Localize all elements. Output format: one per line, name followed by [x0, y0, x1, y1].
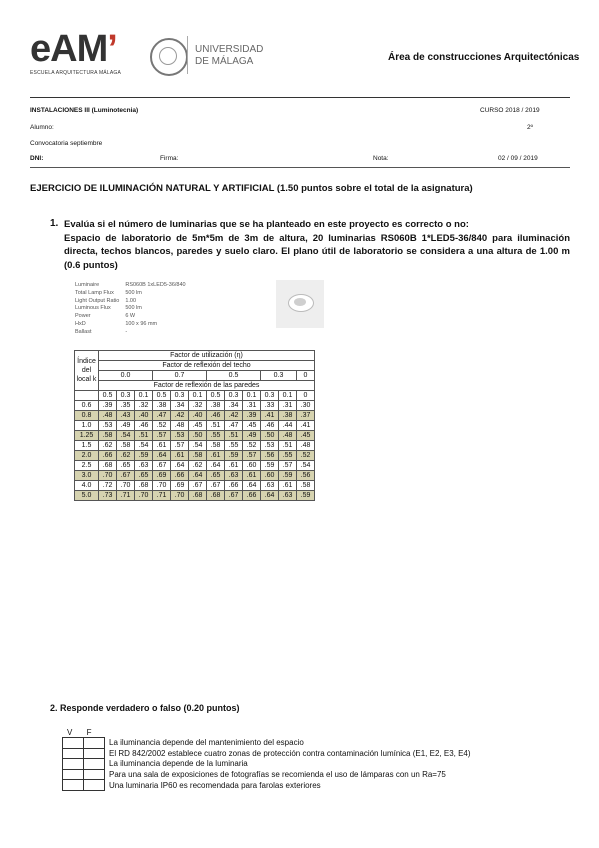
- fu-cell: .42: [225, 411, 243, 421]
- fu-cell: .59: [297, 491, 315, 501]
- ceiling-value: 0.5: [207, 371, 261, 381]
- k-index-value: 5.0: [75, 491, 99, 501]
- statement-text: La iluminancia depende del mantenimiento del espacio: [109, 738, 304, 748]
- statement-text: Para una sala de exposiciones de fotografías se recomienda el uso de lámparas con un Ra=75: [109, 770, 446, 780]
- fu-cell: .62: [99, 441, 117, 451]
- luminaire-spec: [75, 282, 192, 337]
- ceiling-value: 0.7: [153, 371, 207, 381]
- false-checkbox[interactable]: [84, 738, 105, 749]
- fu-row: [75, 491, 315, 501]
- k-index-value: 0.6: [75, 401, 99, 411]
- fu-cell: .35: [117, 401, 135, 411]
- k-index-value: 1.5: [75, 441, 99, 451]
- fu-cell: .47: [225, 421, 243, 431]
- spec-row: [75, 282, 192, 290]
- fu-cell: .38: [153, 401, 171, 411]
- fu-cell: .54: [117, 431, 135, 441]
- fu-cell: .31: [243, 401, 261, 411]
- university-seal-icon: [150, 38, 188, 76]
- fu-cell: .64: [171, 461, 189, 471]
- fu-cell: .70: [171, 491, 189, 501]
- fu-cell: .64: [261, 491, 279, 501]
- fu-cell: .61: [243, 471, 261, 481]
- fu-cell: .61: [207, 451, 225, 461]
- fu-cell: .47: [153, 411, 171, 421]
- fu-cell: .61: [153, 441, 171, 451]
- fu-cell: .46: [135, 421, 153, 431]
- spec-row: [75, 298, 192, 306]
- spec-key: Luminaire: [75, 282, 100, 288]
- fu-cell: .63: [135, 461, 153, 471]
- student-label: Alumno:: [30, 124, 54, 131]
- fu-cell: .55: [207, 431, 225, 441]
- spec-row: [75, 321, 192, 329]
- k-index-value: 1.25: [75, 431, 99, 441]
- wall-value: 0.1: [279, 391, 297, 401]
- fu-cell: .51: [135, 431, 153, 441]
- exam-date: 02 / 09 / 2019: [498, 155, 538, 162]
- fu-cell: .64: [243, 481, 261, 491]
- fu-cell: .57: [153, 431, 171, 441]
- fu-cell: .48: [171, 421, 189, 431]
- fu-cell: .37: [297, 411, 315, 421]
- fu-cell: .50: [261, 431, 279, 441]
- fu-cell: .63: [225, 471, 243, 481]
- ceiling-value: 0.0: [99, 371, 153, 381]
- tf-row: [63, 780, 472, 791]
- utilization-factor-table: [74, 350, 315, 501]
- fu-cell: .41: [297, 421, 315, 431]
- fu-cell: .54: [297, 461, 315, 471]
- fu-row: [75, 431, 315, 441]
- eam-logo-subtitle: ESCUELA ARQUITECTURA MÁLAGA: [30, 70, 121, 76]
- fu-cell: .46: [261, 421, 279, 431]
- wall-value: 0.3: [171, 391, 189, 401]
- fu-cell: .71: [153, 491, 171, 501]
- fu-cell: .46: [207, 411, 225, 421]
- fu-cell: .68: [207, 491, 225, 501]
- true-false-header: [67, 728, 91, 737]
- fu-row: [75, 401, 315, 411]
- fu-cell: .66: [99, 451, 117, 461]
- fu-cell: .64: [153, 451, 171, 461]
- fu-cell: .33: [261, 401, 279, 411]
- spec-key: Power: [75, 313, 91, 320]
- spec-key: Luminous Flux: [75, 305, 111, 312]
- q1-line-2: Espacio de laboratorio de 5m*5m de 3m de altura, 20 luminarias RS060B 1*LED5-36/840 para iluminación directa, techos blancos, paredes y suelo claro. El plano útil de laboratorio se considera a una altura de 1.00 m (0.6 puntos): [64, 232, 570, 271]
- fu-cell: .67: [189, 481, 207, 491]
- k-index-value: 2.0: [75, 451, 99, 461]
- fu-cell: .67: [225, 491, 243, 501]
- fu-cell: .40: [189, 411, 207, 421]
- fu-cell: .40: [135, 411, 153, 421]
- k-index-value: 2.5: [75, 461, 99, 471]
- k-index-header: Índice del local k: [75, 351, 99, 391]
- false-checkbox[interactable]: [84, 769, 105, 780]
- exercise-title: EJERCICIO DE ILUMINACIÓN NATURAL Y ARTIFICIAL (1.50 puntos sobre el total de la asignatura): [30, 183, 473, 194]
- true-checkbox[interactable]: [63, 748, 84, 759]
- eam-logo-text: eAM: [30, 28, 108, 70]
- spec-value: 500 lm: [125, 289, 142, 296]
- fu-cell: .34: [171, 401, 189, 411]
- fu-cell: .30: [297, 401, 315, 411]
- fu-cell: .70: [135, 491, 153, 501]
- spec-key: Ballast: [75, 328, 92, 335]
- fu-cell: .48: [297, 441, 315, 451]
- university-line-1: UNIVERSIDAD: [195, 44, 264, 55]
- department-area: Área de construcciones Arquitectónicas: [388, 52, 580, 63]
- k-index-value: 4.0: [75, 481, 99, 491]
- fu-cell: .70: [117, 481, 135, 491]
- fu-cell: .51: [207, 421, 225, 431]
- fu-cell: .58: [189, 451, 207, 461]
- course-name: INSTALACIONES III (Luminotecnia): [30, 107, 139, 114]
- fu-cell: .38: [279, 411, 297, 421]
- fu-row: [75, 471, 315, 481]
- k-corner: [75, 391, 99, 401]
- fu-cell: .45: [189, 421, 207, 431]
- fu-cell: .58: [207, 441, 225, 451]
- course-year: CURSO 2018 / 2019: [480, 107, 540, 114]
- fu-cell: .57: [279, 461, 297, 471]
- fu-cell: .66: [243, 491, 261, 501]
- tf-row: [63, 759, 472, 770]
- fu-row: [75, 461, 315, 471]
- fu-cell: .62: [117, 451, 135, 461]
- statement-text: La iluminancia depende de la luminaria: [109, 759, 248, 769]
- fu-cell: .72: [99, 481, 117, 491]
- fu-cell: .65: [207, 471, 225, 481]
- fu-cell: .51: [279, 441, 297, 451]
- statement-text: Una luminaria IP60 es recomendada para farolas exteriores: [109, 780, 321, 790]
- k-index-value: 0.8: [75, 411, 99, 421]
- logo-divider: [187, 36, 188, 74]
- fu-row: [75, 481, 315, 491]
- nota-label: Nota:: [373, 155, 389, 162]
- fu-cell: .53: [261, 441, 279, 451]
- fu-cell: .45: [243, 421, 261, 431]
- ceiling-value: 0.3: [261, 371, 297, 381]
- fu-cell: .39: [99, 401, 117, 411]
- fu-cell: .61: [171, 451, 189, 461]
- wall-value: 0.5: [207, 391, 225, 401]
- statement-text: El RD 842/2002 establece cuatro zonas de protección contra contaminación lumínica (E1, E2, E3, E4): [109, 748, 471, 758]
- fu-cell: .67: [117, 471, 135, 481]
- spec-key: Total Lamp Flux: [75, 289, 114, 296]
- spec-value: 1.00: [125, 297, 137, 304]
- true-header: V: [67, 728, 73, 737]
- spec-value: 6 W: [125, 313, 136, 320]
- fu-cell: .64: [207, 461, 225, 471]
- fu-cell: .49: [117, 421, 135, 431]
- wall-value: 0.3: [225, 391, 243, 401]
- tf-row: [63, 748, 472, 759]
- spec-row: [75, 313, 192, 321]
- fu-cell: .65: [135, 471, 153, 481]
- wall-value: 0.1: [135, 391, 153, 401]
- ceiling-value: 0: [297, 371, 315, 381]
- fu-cell: .58: [99, 431, 117, 441]
- student-course-value: 2º: [527, 124, 533, 131]
- fu-cell: .69: [171, 481, 189, 491]
- fu-cell: .66: [225, 481, 243, 491]
- fu-cell: .34: [225, 401, 243, 411]
- convocatoria: Convocatoria septiembre: [30, 140, 103, 147]
- fu-cell: .54: [135, 441, 153, 451]
- fu-cell: .53: [99, 421, 117, 431]
- true-checkbox[interactable]: [63, 769, 84, 780]
- fu-cell: .67: [153, 461, 171, 471]
- fu-cell: .59: [135, 451, 153, 461]
- true-checkbox[interactable]: [63, 759, 84, 770]
- fu-row: [75, 441, 315, 451]
- fu-cell: .32: [189, 401, 207, 411]
- fu-cell: .70: [153, 481, 171, 491]
- fu-cell: .60: [261, 471, 279, 481]
- k-index-value: 3.0: [75, 471, 99, 481]
- ceiling-reflection-title: Factor de reflexión del techo: [99, 361, 315, 371]
- wall-value: 0.5: [153, 391, 171, 401]
- fu-cell: .45: [297, 431, 315, 441]
- fu-cell: .62: [189, 461, 207, 471]
- luminaire-lens-icon: [294, 298, 306, 306]
- wall-reflection-title: Factor de reflexión de las paredes: [99, 381, 315, 391]
- fu-cell: .48: [279, 431, 297, 441]
- spec-row: [75, 305, 192, 313]
- fu-cell: .73: [99, 491, 117, 501]
- dni-label: DNI:: [30, 155, 44, 162]
- eam-logo: eAM’ ESCUELA ARQUITECTURA MÁLAGA: [30, 28, 121, 76]
- true-checkbox[interactable]: [63, 738, 84, 749]
- fu-row: [75, 411, 315, 421]
- false-header: F: [86, 728, 92, 737]
- fu-cell: .64: [189, 471, 207, 481]
- tf-row: [63, 738, 472, 749]
- false-checkbox[interactable]: [84, 748, 105, 759]
- wall-value: 0.5: [99, 391, 117, 401]
- wall-value: 0.3: [261, 391, 279, 401]
- fu-cell: .59: [225, 451, 243, 461]
- spec-row: [75, 329, 192, 337]
- spec-value: RS060B 1xLED5-36/840: [125, 282, 186, 288]
- fu-cell: .56: [297, 471, 315, 481]
- fu-cell: .65: [117, 461, 135, 471]
- fu-cell: .61: [225, 461, 243, 471]
- fu-cell: .63: [279, 491, 297, 501]
- fu-cell: .63: [261, 481, 279, 491]
- wall-value: 0: [297, 391, 315, 401]
- fu-title: Factor de utilización (η): [99, 351, 315, 361]
- firma-label: Firma:: [160, 155, 179, 162]
- fu-cell: .49: [243, 431, 261, 441]
- fu-cell: .54: [189, 441, 207, 451]
- q1-number: 1.: [50, 218, 59, 229]
- spec-row: [75, 290, 192, 298]
- fu-cell: .38: [207, 401, 225, 411]
- fu-cell: .59: [261, 461, 279, 471]
- fu-cell: .44: [279, 421, 297, 431]
- fu-cell: .71: [117, 491, 135, 501]
- fu-cell: .69: [153, 471, 171, 481]
- university-name: [195, 44, 263, 68]
- fu-cell: .55: [279, 451, 297, 461]
- tf-row: [63, 769, 472, 780]
- fu-cell: .52: [243, 441, 261, 451]
- spec-key: HxD: [75, 320, 86, 327]
- fu-cell: .41: [261, 411, 279, 421]
- false-checkbox[interactable]: [84, 759, 105, 770]
- fu-cell: .58: [117, 441, 135, 451]
- spec-value: 100 x 96 mm: [125, 320, 158, 327]
- fu-cell: .57: [171, 441, 189, 451]
- wall-value: 0.3: [117, 391, 135, 401]
- header-divider: [30, 97, 570, 98]
- k-index-value: 1.0: [75, 421, 99, 431]
- wall-value: 0.1: [243, 391, 261, 401]
- q2-title: 2. Responde verdadero o falso (0.20 puntos): [50, 703, 240, 713]
- spec-key: Light Output Ratio: [75, 297, 120, 304]
- fu-cell: .68: [135, 481, 153, 491]
- fu-cell: .66: [171, 471, 189, 481]
- fu-cell: .57: [243, 451, 261, 461]
- fu-cell: .53: [171, 431, 189, 441]
- fu-cell: .56: [261, 451, 279, 461]
- fu-cell: .42: [171, 411, 189, 421]
- spec-value: 500 lm: [125, 305, 142, 312]
- fu-cell: .32: [135, 401, 153, 411]
- fu-cell: .58: [297, 481, 315, 491]
- false-checkbox[interactable]: [84, 780, 105, 791]
- fu-cell: .68: [99, 461, 117, 471]
- fu-cell: .43: [117, 411, 135, 421]
- wall-value: 0.1: [189, 391, 207, 401]
- fu-cell: .50: [189, 431, 207, 441]
- true-false-table: [62, 737, 472, 791]
- fu-cell: .52: [297, 451, 315, 461]
- info-divider: [30, 167, 570, 168]
- fu-row: [75, 451, 315, 461]
- fu-cell: .70: [99, 471, 117, 481]
- fu-cell: .61: [279, 481, 297, 491]
- fu-cell: .31: [279, 401, 297, 411]
- fu-cell: .68: [189, 491, 207, 501]
- q1-line-1: Evalúa si el número de luminarias que se ha planteado en este proyecto es correcto o no:: [64, 219, 469, 230]
- fu-cell: .67: [207, 481, 225, 491]
- true-checkbox[interactable]: [63, 780, 84, 791]
- fu-cell: .51: [225, 431, 243, 441]
- fu-cell: .48: [99, 411, 117, 421]
- spec-value: -: [125, 328, 128, 335]
- q1-text: [64, 218, 570, 272]
- fu-cell: .52: [153, 421, 171, 431]
- fu-row: [75, 421, 315, 431]
- fu-cell: .60: [243, 461, 261, 471]
- luminaire-photo: [276, 280, 324, 328]
- fu-cell: .39: [243, 411, 261, 421]
- university-line-2: DE MÁLAGA: [195, 56, 254, 67]
- fu-cell: .55: [225, 441, 243, 451]
- fu-cell: .59: [279, 471, 297, 481]
